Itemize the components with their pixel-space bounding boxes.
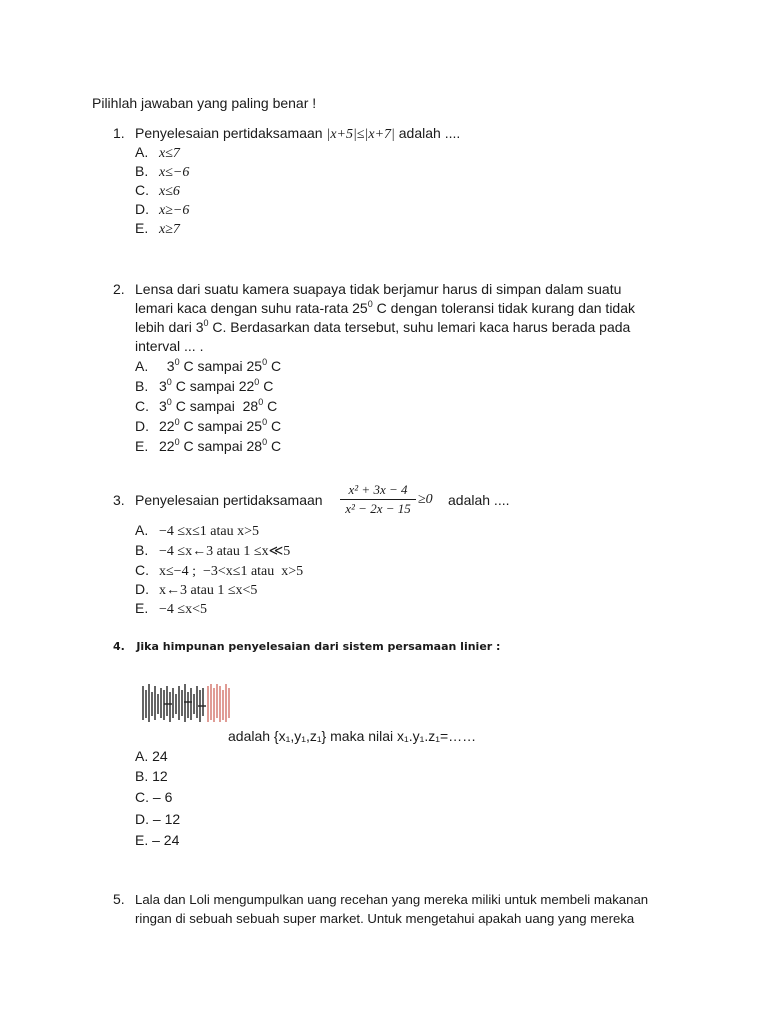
q3-numerator: x² + 3x − 4 xyxy=(348,482,408,497)
option-label: E. xyxy=(135,600,149,616)
option-text: −4 ≤x<5 xyxy=(159,602,207,617)
q2-option-d[interactable] xyxy=(135,417,281,437)
q5-line-1: Lala dan Loli mengumpulkan uang recehan yang mereka miliki untuk membeli makanan xyxy=(135,892,649,907)
degree-sup: 0 xyxy=(203,318,209,328)
option-label: B. xyxy=(135,542,149,558)
q4-option-a[interactable] xyxy=(135,747,168,767)
q4-option-b[interactable] xyxy=(135,767,168,787)
q1-option-c[interactable] xyxy=(135,181,180,202)
q4-heading: 4. Jika himpunan penyelesaian dari sistem persamaan linier : xyxy=(113,640,501,653)
q1-text: Penyelesaian pertidaksamaan xyxy=(135,125,323,141)
option-text: x≤6 xyxy=(159,184,180,199)
equation-system-image xyxy=(140,680,232,726)
q2-option-b[interactable] xyxy=(135,377,273,397)
degree-sup: 0 xyxy=(174,437,180,447)
degree-sup: 0 xyxy=(262,357,268,367)
q1-stem xyxy=(135,124,460,144)
q1-suffix: adalah .... xyxy=(398,125,461,141)
fraction-bar xyxy=(340,499,416,500)
option-label: A. xyxy=(135,748,149,764)
option-text: x≤−4 ; −3<x≤1 atau x>5 xyxy=(159,564,304,579)
option-text-c: C xyxy=(267,438,282,454)
degree-sup: 0 xyxy=(174,417,180,427)
option-text-a: 22 xyxy=(159,438,175,454)
degree-sup: 0 xyxy=(166,377,172,387)
q1-math: |x+5|≤|x+7| xyxy=(326,127,395,142)
degree-sup: 0 xyxy=(254,377,260,387)
option-text: 24 xyxy=(152,748,168,764)
option-text: −4 ≤x≤1 atau x>5 xyxy=(159,524,259,539)
q2-line-2b: C dengan toleransi tidak kurang dan tidak xyxy=(372,300,635,316)
q3-option-a[interactable] xyxy=(135,521,259,542)
option-label: A. xyxy=(135,358,149,374)
q4-option-c[interactable] xyxy=(135,788,172,808)
option-text-a: 3 xyxy=(159,358,175,374)
option-text-c: C xyxy=(259,378,274,394)
option-text: – 6 xyxy=(152,789,173,805)
option-text-b: C sampai 25 xyxy=(179,418,263,434)
degree-sup: 0 xyxy=(262,417,268,427)
option-text: −4 ≤x←3 atau 1 ≤x≪5 xyxy=(159,544,291,559)
q3-text: Penyelesaian pertidaksamaan xyxy=(135,492,323,508)
q1-option-e[interactable] xyxy=(135,219,180,240)
option-text-a: 22 xyxy=(159,418,175,434)
option-label: C. xyxy=(135,789,149,805)
option-label: D. xyxy=(135,811,149,827)
option-text-c: C xyxy=(263,398,278,414)
q2-option-e[interactable] xyxy=(135,437,281,457)
q3-option-e[interactable] xyxy=(135,599,207,620)
option-label: B. xyxy=(135,163,149,179)
option-text: – 12 xyxy=(152,811,181,827)
option-text: x≥−6 xyxy=(159,203,190,218)
option-label: D. xyxy=(135,201,149,217)
option-label: C. xyxy=(135,398,149,414)
option-label: E. xyxy=(135,438,149,454)
q3-option-c[interactable] xyxy=(135,561,303,582)
q3-rhs: ≥0 xyxy=(418,492,433,507)
q5-line-2: ringan di sebuah sebuah super market. Untuk mengetahui apakah uang yang mereka xyxy=(135,911,635,926)
degree-sup: 0 xyxy=(258,397,264,407)
option-label: D. xyxy=(135,581,149,597)
option-label: A. xyxy=(135,522,149,538)
q2-line-3a: lebih dari 3 xyxy=(135,319,204,335)
q2-number: 2. xyxy=(113,281,125,297)
q3-option-b[interactable] xyxy=(135,541,290,562)
q3-option-d[interactable] xyxy=(135,580,257,601)
option-text-a: 3 xyxy=(159,378,167,394)
q2-option-a[interactable] xyxy=(135,357,281,377)
q2-line-2a: lemari kaca dengan suhu rata-rata 25 xyxy=(135,300,368,316)
option-label: B. xyxy=(135,378,149,394)
option-text-b: C sampai 28 xyxy=(179,438,263,454)
option-text: x≥7 xyxy=(159,222,180,237)
q2-line-3b: C. Berdasarkan data tersebut, suhu lemari kaca harus berada pada xyxy=(208,319,631,335)
q4-option-d[interactable] xyxy=(135,810,180,830)
q2-option-c[interactable] xyxy=(135,397,277,417)
degree-sup: 0 xyxy=(174,357,180,367)
degree-sup: 0 xyxy=(166,397,172,407)
option-label: E. xyxy=(135,220,149,236)
q2-line-3 xyxy=(135,318,630,338)
q3-number: 3. xyxy=(113,492,125,508)
option-label: E. xyxy=(135,832,149,848)
option-text: x←3 atau 1 ≤x<5 xyxy=(159,583,258,598)
option-text-c: C xyxy=(267,418,282,434)
q2-line-1: Lensa dari suatu kamera suapaya tidak berjamur harus di simpan dalam suatu xyxy=(135,281,622,297)
option-text-b: C sampai 22 xyxy=(171,378,255,394)
q1-option-b[interactable] xyxy=(135,162,189,183)
q2-line-2 xyxy=(135,299,635,319)
q4-option-e[interactable] xyxy=(135,831,179,851)
option-label: A. xyxy=(135,144,149,160)
option-text: x≤7 xyxy=(159,146,180,161)
instruction-text: Pilihlah jawaban yang paling benar ! xyxy=(92,95,317,111)
q1-option-d[interactable] xyxy=(135,200,189,221)
q5-number: 5. xyxy=(113,891,125,907)
option-label: D. xyxy=(135,418,149,434)
option-text: x≤−6 xyxy=(159,165,190,180)
option-text-b: C sampai 25 xyxy=(179,358,263,374)
option-label: C. xyxy=(135,562,149,578)
degree-sup: 0 xyxy=(262,437,268,447)
option-text-a: 3 xyxy=(159,398,167,414)
q3-denominator: x² − 2x − 15 xyxy=(345,501,411,516)
q2-line-4: interval ... . xyxy=(135,338,204,354)
q1-number: 1. xyxy=(113,125,125,141)
option-label: C. xyxy=(135,182,149,198)
option-label: B. xyxy=(135,768,149,784)
q3-fraction xyxy=(340,482,416,517)
degree-sup: 0 xyxy=(367,299,373,309)
option-text-c: C xyxy=(267,358,282,374)
option-text: – 24 xyxy=(152,832,180,848)
q3-suffix: adalah .... xyxy=(448,492,510,508)
option-text: 12 xyxy=(152,768,168,784)
q4-after-text: adalah {x₁,y₁,z₁} maka nilai x₁.y₁.z₁=…… xyxy=(228,728,477,744)
q1-option-a[interactable] xyxy=(135,143,180,164)
option-text-b: C sampai 28 xyxy=(171,398,259,414)
